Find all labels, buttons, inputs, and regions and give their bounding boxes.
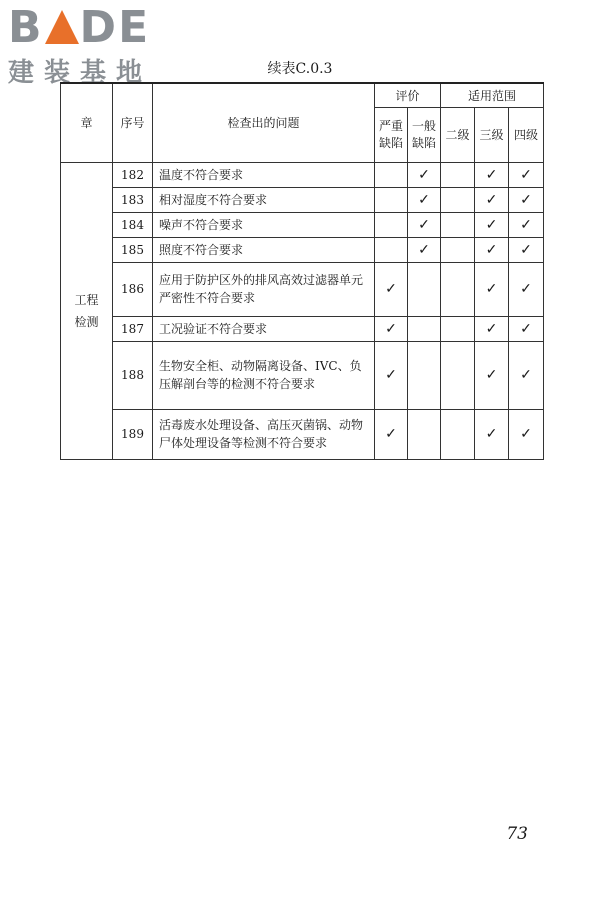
level2-cell bbox=[441, 316, 475, 341]
logo-triangle-icon bbox=[45, 10, 79, 44]
general-cell bbox=[408, 409, 441, 459]
header-level4: 四级 bbox=[509, 107, 544, 162]
level3-cell: ✓ bbox=[475, 162, 509, 187]
general-cell bbox=[408, 316, 441, 341]
serial-cell: 185 bbox=[113, 237, 153, 262]
general-cell: ✓ bbox=[408, 187, 441, 212]
brand-logo-subtitle: 建装基地 bbox=[8, 58, 153, 88]
table-row bbox=[61, 316, 544, 341]
issue-cell: 相对湿度不符合要求 bbox=[153, 187, 375, 212]
issue-cell: 工况验证不符合要求 bbox=[153, 316, 375, 341]
level3-cell: ✓ bbox=[475, 262, 509, 316]
table-row bbox=[61, 409, 544, 459]
table-row bbox=[61, 212, 544, 237]
level4-cell: ✓ bbox=[509, 187, 544, 212]
issue-cell: 照度不符合要求 bbox=[153, 237, 375, 262]
level3-cell: ✓ bbox=[475, 341, 509, 409]
issue-cell: 温度不符合要求 bbox=[153, 162, 375, 187]
serial-cell: 189 bbox=[113, 409, 153, 459]
severe-cell bbox=[375, 212, 408, 237]
issue-cell: 活毒废水处理设备、高压灭菌锅、动物尸体处理设备等检测不符合要求 bbox=[153, 409, 375, 459]
level4-cell: ✓ bbox=[509, 237, 544, 262]
table-row bbox=[61, 162, 544, 187]
general-cell bbox=[408, 262, 441, 316]
header-general: 一般缺陷 bbox=[408, 107, 441, 162]
page-number: 73 bbox=[506, 824, 528, 844]
header-severe: 严重缺陷 bbox=[375, 107, 408, 162]
level4-cell: ✓ bbox=[509, 262, 544, 316]
serial-cell: 182 bbox=[113, 162, 153, 187]
header-evaluation: 评价 bbox=[375, 83, 441, 107]
level2-cell bbox=[441, 341, 475, 409]
issue-cell: 生物安全柜、动物隔离设备、IVC、负压解剖台等的检测不符合要求 bbox=[153, 341, 375, 409]
table-row bbox=[61, 237, 544, 262]
severe-cell: ✓ bbox=[375, 409, 408, 459]
chapter-cell: 工程检测 bbox=[61, 162, 113, 459]
serial-cell: 184 bbox=[113, 212, 153, 237]
severe-cell bbox=[375, 187, 408, 212]
severe-cell: ✓ bbox=[375, 316, 408, 341]
level3-cell: ✓ bbox=[475, 212, 509, 237]
brand-logo-wordmark: B DE bbox=[8, 2, 151, 53]
table-row bbox=[61, 187, 544, 212]
level4-cell: ✓ bbox=[509, 409, 544, 459]
level3-cell: ✓ bbox=[475, 187, 509, 212]
severe-cell bbox=[375, 162, 408, 187]
inspection-table bbox=[60, 82, 544, 460]
header-issue: 检查出的问题 bbox=[153, 83, 375, 162]
level4-cell: ✓ bbox=[509, 212, 544, 237]
general-cell bbox=[408, 341, 441, 409]
table-row bbox=[61, 341, 544, 409]
serial-cell: 187 bbox=[113, 316, 153, 341]
issue-cell: 噪声不符合要求 bbox=[153, 212, 375, 237]
header-level2: 二级 bbox=[441, 107, 475, 162]
level2-cell bbox=[441, 187, 475, 212]
table-row bbox=[61, 262, 544, 316]
severe-cell bbox=[375, 237, 408, 262]
header-level3: 三级 bbox=[475, 107, 509, 162]
general-cell: ✓ bbox=[408, 162, 441, 187]
level4-cell: ✓ bbox=[509, 162, 544, 187]
header-scope: 适用范围 bbox=[441, 83, 544, 107]
level2-cell bbox=[441, 212, 475, 237]
severe-cell: ✓ bbox=[375, 262, 408, 316]
level2-cell bbox=[441, 262, 475, 316]
level4-cell: ✓ bbox=[509, 316, 544, 341]
level2-cell bbox=[441, 162, 475, 187]
general-cell: ✓ bbox=[408, 237, 441, 262]
issue-cell: 应用于防护区外的排风高效过滤器单元严密性不符合要求 bbox=[153, 262, 375, 316]
level4-cell: ✓ bbox=[509, 341, 544, 409]
serial-cell: 186 bbox=[113, 262, 153, 316]
level3-cell: ✓ bbox=[475, 316, 509, 341]
level3-cell: ✓ bbox=[475, 237, 509, 262]
severe-cell: ✓ bbox=[375, 341, 408, 409]
serial-cell: 183 bbox=[113, 187, 153, 212]
table-caption: 续表C.0.3 bbox=[267, 61, 333, 77]
level2-cell bbox=[441, 237, 475, 262]
level2-cell bbox=[441, 409, 475, 459]
header-chapter: 章 bbox=[61, 83, 113, 162]
level3-cell: ✓ bbox=[475, 409, 509, 459]
header-serial: 序号 bbox=[113, 83, 153, 162]
serial-cell: 188 bbox=[113, 341, 153, 409]
general-cell: ✓ bbox=[408, 212, 441, 237]
